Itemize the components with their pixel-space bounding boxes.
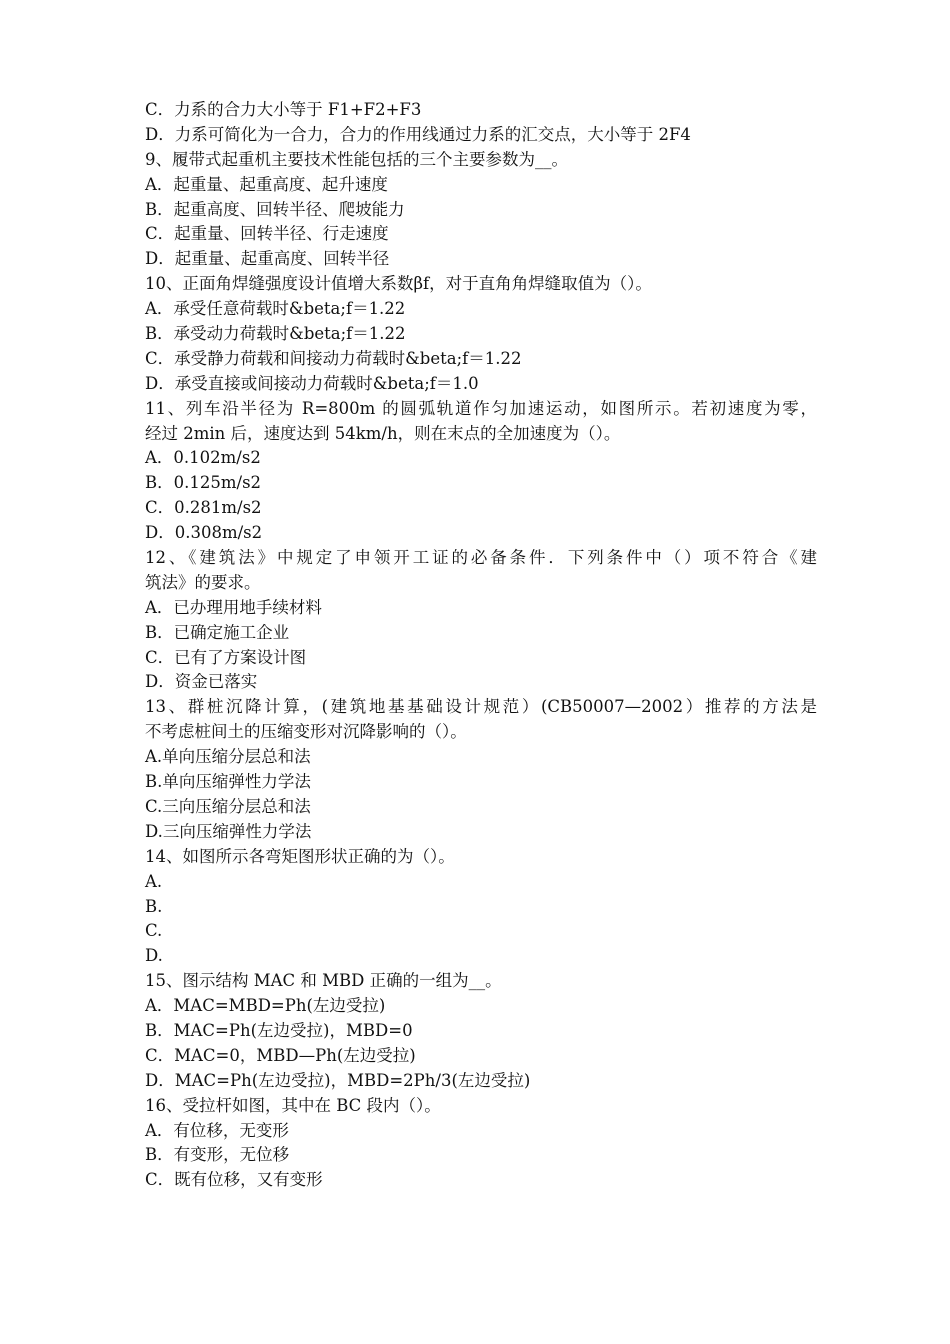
text-line: D．0.308m/s2 [145, 523, 263, 543]
text-line: 10、正面角焊缝强度设计值增大系数βf，对于直角角焊缝取值为（）。 [145, 274, 652, 294]
text-line: D．承受直接或间接动力荷载时&beta;f＝1.0 [145, 373, 479, 393]
text-line: B. [145, 896, 163, 916]
text-line: D．起重量、起重高度、回转半径 [145, 249, 390, 269]
text-line: B．已确定施工企业 [145, 622, 290, 642]
text-line: A. [145, 871, 163, 891]
text-line: A．0.102m/s2 [145, 448, 261, 468]
document-page [145, 98, 817, 1193]
text-line: C．MAC=0，MBD—Ph(左边受拉) [145, 1045, 416, 1065]
text-line: 12、《建筑法》中规定了申领开工证的必备条件．下列条件中（）项不符合《建 [145, 548, 817, 568]
text-line: D．资金已落实 [145, 672, 258, 692]
text-line: A．MAC=MBD=Ph(左边受拉) [145, 996, 386, 1016]
text-line: C．0.281m/s2 [145, 498, 262, 518]
text-line: B．有变形，无位移 [145, 1145, 290, 1165]
text-line: A．承受任意荷载时&beta;f＝1.22 [145, 299, 406, 319]
text-line: 9、履带式起重机主要技术性能包括的三个主要参数为__。 [145, 149, 568, 169]
text-line: C. [145, 921, 163, 941]
text-line: D. [145, 946, 163, 966]
text-line: C．力系的合力大小等于 F1+F2+F3 [145, 100, 422, 119]
text-line: B．MAC=Ph(左边受拉)，MBD=0 [145, 1020, 413, 1040]
text-line: A．已办理用地手续材料 [145, 597, 322, 617]
text-line: 筑法》的要求。 [145, 572, 261, 592]
text-line: 经过 2min 后，速度达到 54km/h，则在末点的全加速度为（）。 [145, 423, 621, 443]
text-line: A．有位移，无变形 [145, 1120, 289, 1140]
text-line: B.单向压缩弹性力学法 [145, 772, 311, 792]
text-line: C．既有位移，又有变形 [145, 1170, 323, 1190]
text-line: B．起重高度、回转半径、爬坡能力 [145, 199, 405, 219]
text-line: 14、如图所示各弯矩图形状正确的为（）。 [145, 846, 455, 866]
text-line: D．力系可简化为一合力，合力的作用线通过力系的汇交点，大小等于 2F4 [145, 124, 691, 144]
text-line: A.单向压缩分层总和法 [145, 747, 311, 767]
text-line: C．起重量、回转半径、行走速度 [145, 224, 389, 244]
text-line: 不考虑桩间土的压缩变形对沉降影响的（）。 [145, 722, 467, 742]
text-line: B．承受动力荷载时&beta;f＝1.22 [145, 324, 406, 344]
text-line: 13、群桩沉降计算，(建筑地基基础设计规范）(CB50007—2002）推荐的方法是 [145, 697, 817, 717]
text-line: C．承受静力荷载和间接动力荷载时&beta;f＝1.22 [145, 348, 522, 368]
text-line: 16、受拉杆如图，其中在 BC 段内（）。 [145, 1095, 441, 1115]
text-line: C.三向压缩分层总和法 [145, 796, 311, 816]
text-line: D.三向压缩弹性力学法 [145, 821, 312, 841]
text-line: D．MAC=Ph(左边受拉)，MBD=2Ph/3(左边受拉) [145, 1070, 531, 1090]
text-line: 11、列车沿半径为 R=800m 的圆弧轨道作匀加速运动，如图所示。若初速度为零， [145, 398, 817, 418]
text-line: 15、图示结构 MAC 和 MBD 正确的一组为__。 [145, 971, 502, 991]
text-line: C．已有了方案设计图 [145, 647, 307, 667]
text-line: B．0.125m/s2 [145, 473, 262, 493]
text-line: A．起重量、起重高度、起升速度 [145, 174, 388, 194]
